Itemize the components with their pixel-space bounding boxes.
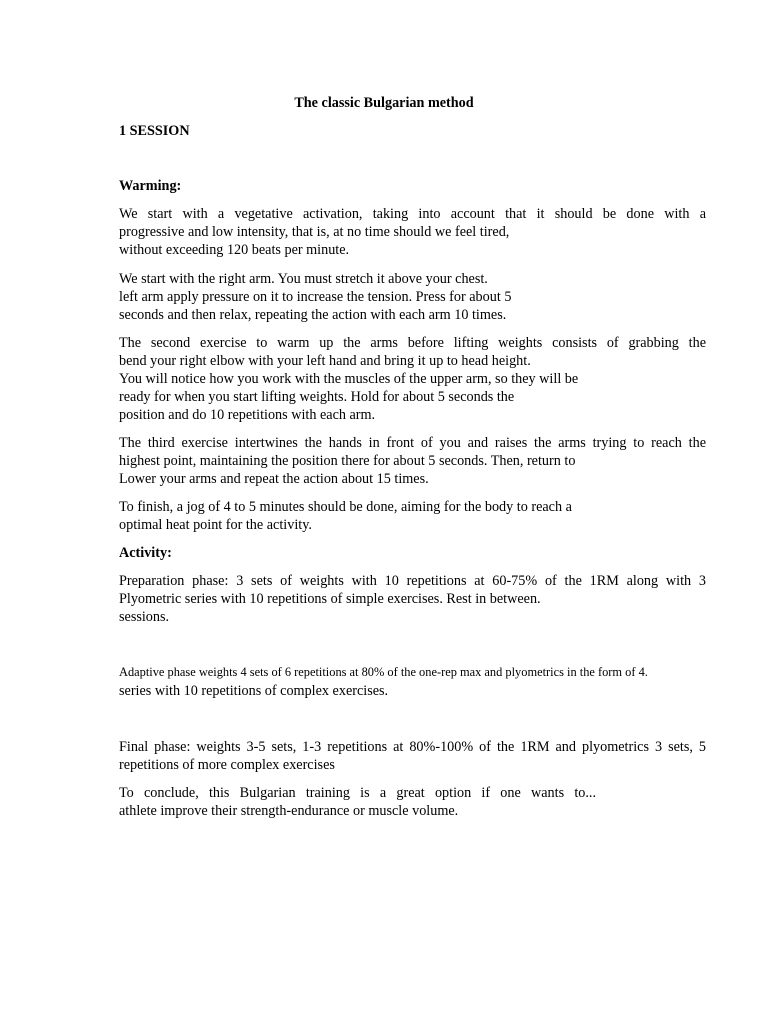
paragraph-line: repetitions of more complex exercises [119,757,335,773]
paragraph-line: seconds and then relax, repeating the action with each arm 10 times. [119,307,507,323]
paragraph-line: position and do 10 repetitions with each arm. [119,407,376,423]
paragraph-line: To conclude, this Bulgarian training is a great option if one wants to... [119,785,596,801]
paragraph-line: The third exercise intertwines the hands in front of you and raises the arms trying to reach the [119,435,706,451]
paragraph-line: To finish, a jog of 4 to 5 minutes should be done, aiming for the body to reach a [119,499,572,515]
paragraph-line: optimal heat point for the activity. [119,517,312,533]
paragraph-line: ready for when you start lifting weights. Hold for about 5 seconds the [119,389,515,405]
paragraph-line: left arm apply pressure on it to increase the tension. Press for about 5 [119,289,512,305]
paragraph-line: Plyometric series with 10 repetitions of simple exercises. Rest in between. [119,591,541,607]
paragraph-line: Adaptive phase weights 4 sets of 6 repetitions at 80% of the one-rep max and plyometrics in the form of 4. [119,665,648,679]
paragraph-line: highest point, maintaining the position there for about 5 seconds. Then, return to [119,453,576,469]
paragraph-line: Preparation phase: 3 sets of weights with 10 repetitions at 60-75% of the 1RM along with 3 [119,573,706,589]
paragraph-line: progressive and low intensity, that is, at no time should we feel tired, [119,224,510,240]
paragraph-line: series with 10 repetitions of complex exercises. [119,683,389,699]
warming-heading: Warming: [119,178,182,194]
activity-heading: Activity: [119,545,172,561]
paragraph-line: We start with the right arm. You must stretch it above your chest. [119,271,488,287]
document-title: The classic Bulgarian method [294,95,474,111]
paragraph-line: Lower your arms and repeat the action about 15 times. [119,471,429,487]
paragraph-line: You will notice how you work with the muscles of the upper arm, so they will be [119,371,579,387]
session-heading: 1 SESSION [119,123,190,139]
paragraph-line: bend your right elbow with your left hand and bring it up to head height. [119,353,531,369]
paragraph-line: sessions. [119,609,170,625]
paragraph-line: without exceeding 120 beats per minute. [119,242,350,258]
paragraph-line: The second exercise to warm up the arms before lifting weights consists of grabbing the [119,335,706,351]
paragraph-line: Final phase: weights 3-5 sets, 1-3 repetitions at 80%-100% of the 1RM and plyometrics 3 sets, 5 [119,739,706,755]
paragraph-line: We start with a vegetative activation, taking into account that it should be done with a [119,206,706,222]
paragraph-line: athlete improve their strength-endurance or muscle volume. [119,803,459,819]
